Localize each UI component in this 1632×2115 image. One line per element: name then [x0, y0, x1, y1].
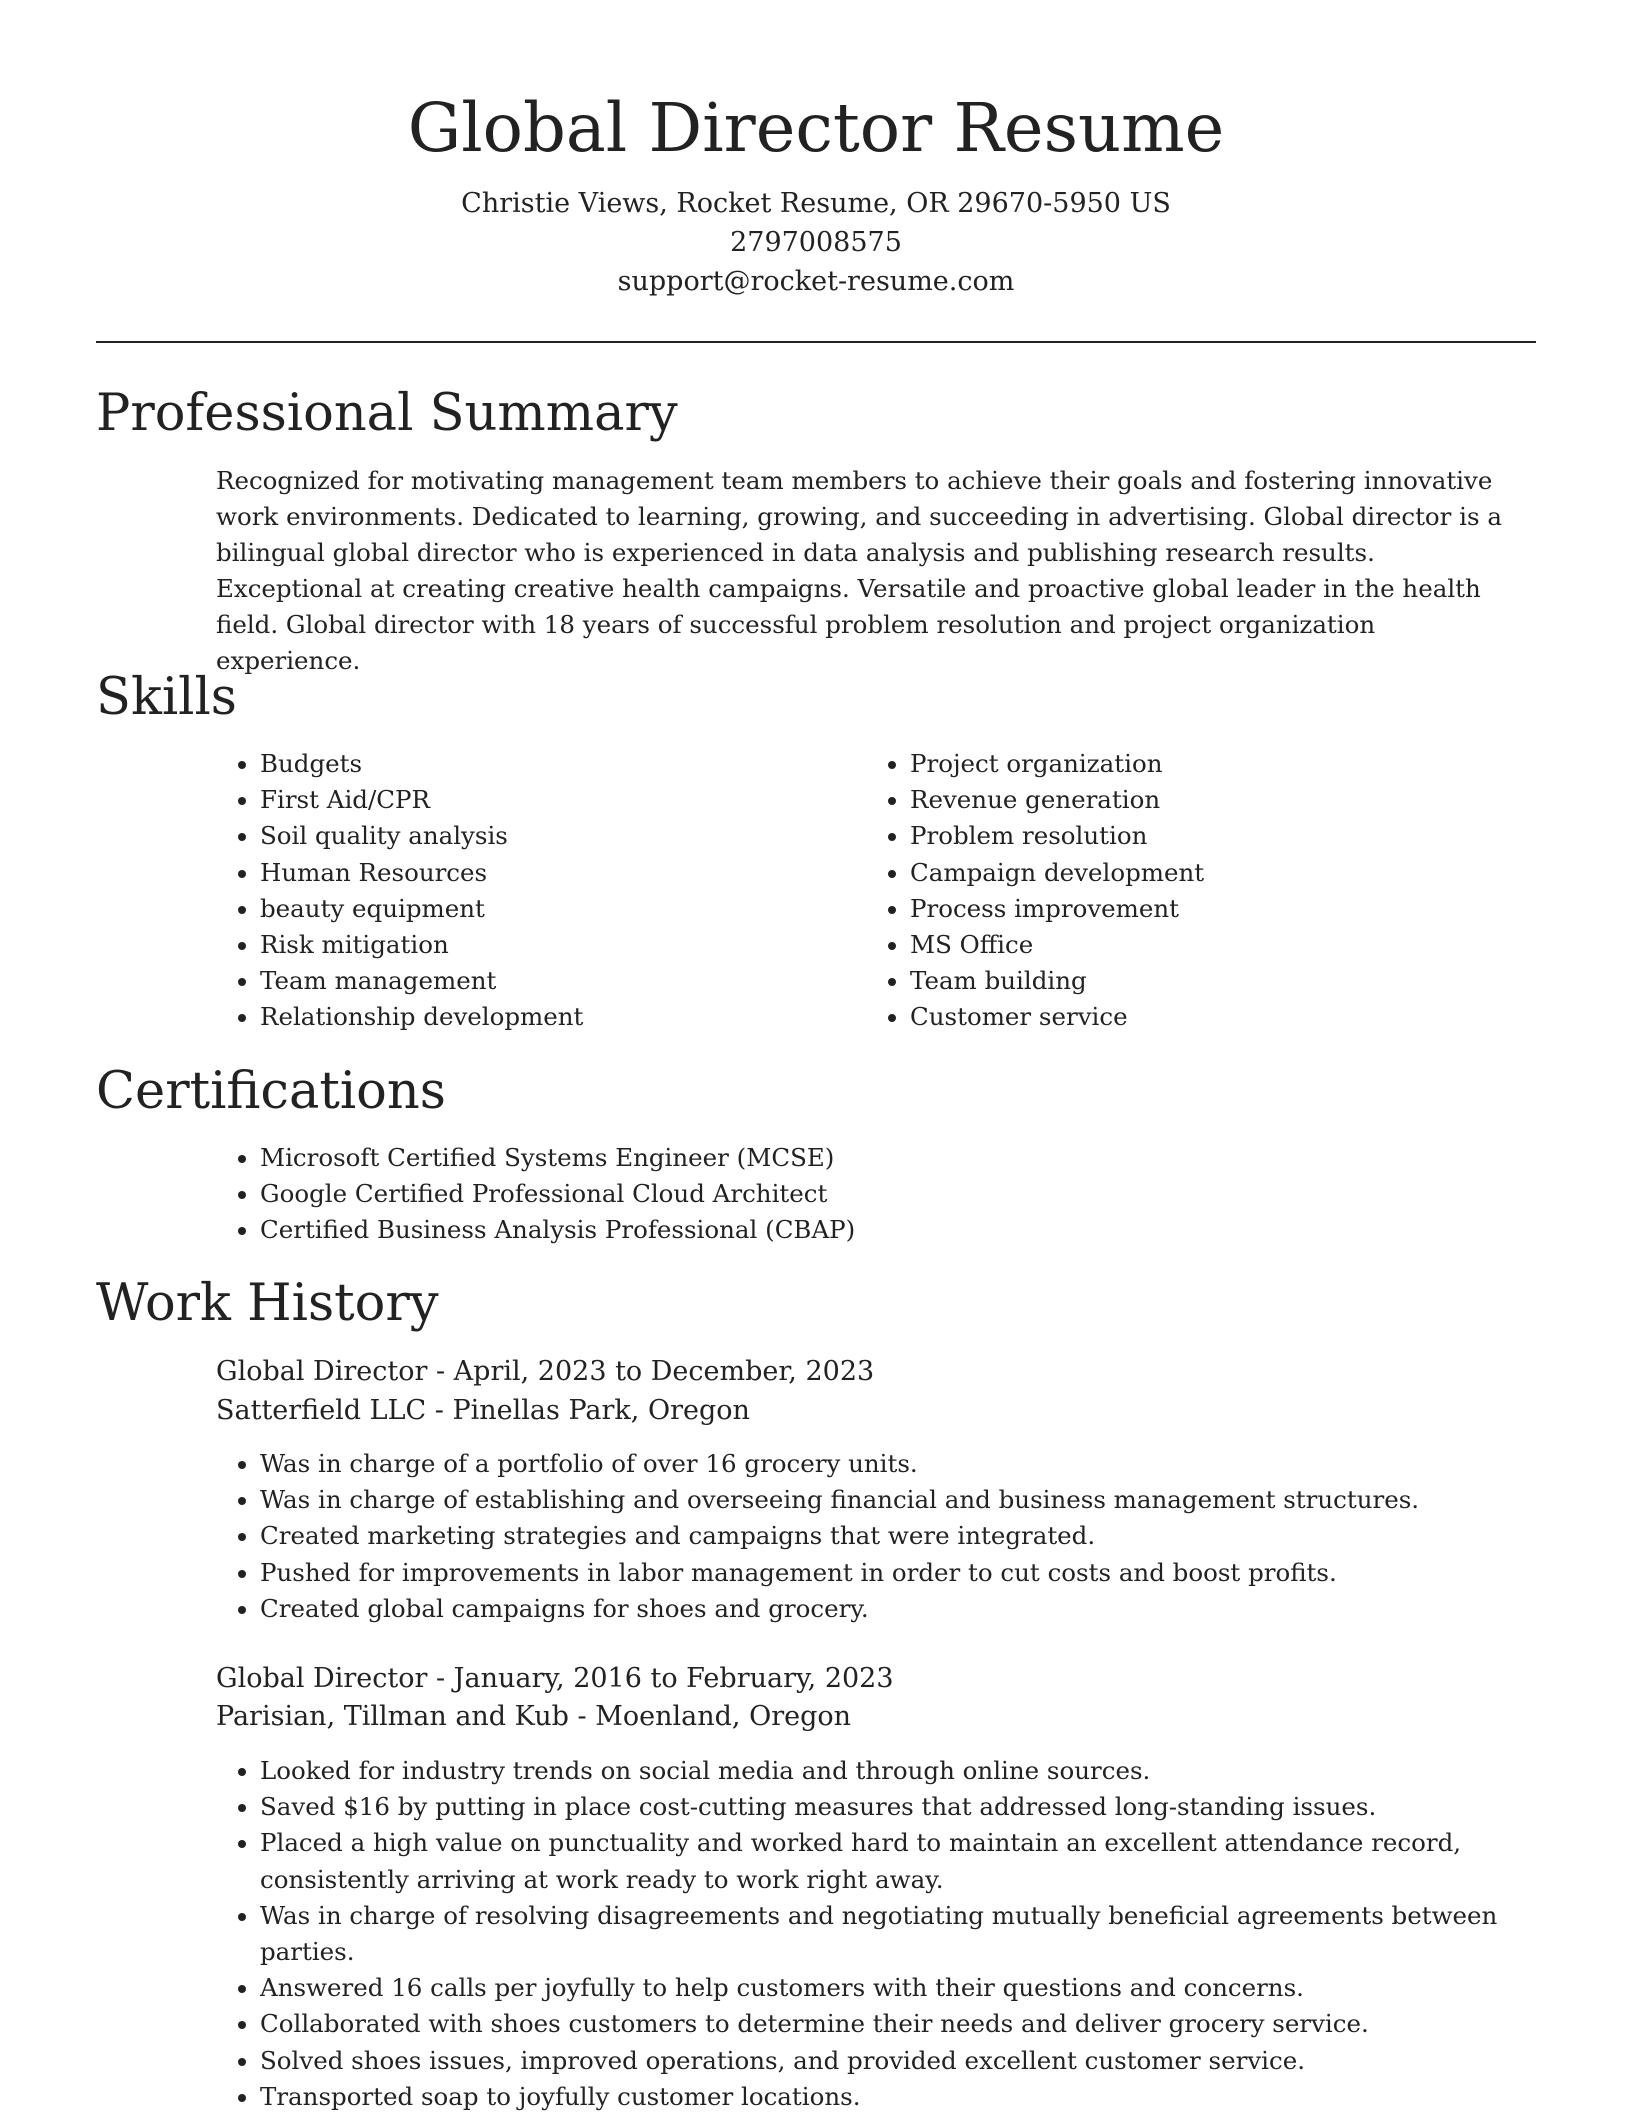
skill-item: • Relationship development [260, 999, 820, 1035]
job-bullet: • Was in charge of establishing and overseeing financial and business management structures. [260, 1482, 1560, 1518]
skill-item: • Revenue generation [910, 782, 1530, 818]
job-company: Satterfield LLC [216, 1395, 427, 1426]
certifications-list [216, 1140, 1560, 1249]
skill-item: • Project organization [910, 746, 1530, 782]
work-history-heading: Work History [96, 1274, 439, 1333]
skills-list-right [866, 746, 1530, 1036]
job-company: Parisian, Tillman and Kub [216, 1701, 569, 1732]
skill-item: • beauty equipment [260, 891, 820, 927]
skill-item: • Team building [910, 963, 1530, 999]
certification-item: • Certified Business Analysis Professional (CBAP) [260, 1212, 1560, 1248]
contact-address: Christie Views, Rocket Resume, OR 29670-5950 US [461, 188, 1171, 219]
job-dates: January, 2016 to February, 2023 [453, 1663, 894, 1694]
job-bullet: • Was in charge of a portfolio of over 16 grocery units. [260, 1446, 1560, 1482]
job-bullet: • Created global campaigns for shoes and grocery. [260, 1591, 1560, 1627]
job-location: Moenland, Oregon [595, 1701, 852, 1732]
skill-item: • Campaign development [910, 855, 1530, 891]
job-bullets [216, 1446, 1560, 1627]
job-bullet: • Looked for industry trends on social media and through online sources. [260, 1753, 1560, 1789]
job-dates: April, 2023 to December, 2023 [453, 1356, 875, 1387]
job-company-line: Parisian, Tillman and Kub - Moenland, Oregon [216, 1701, 852, 1732]
summary-heading: Professional Summary [96, 384, 678, 443]
skill-item: • Problem resolution [910, 818, 1530, 854]
skills-heading: Skills [96, 668, 237, 727]
job-bullet: • Collaborated with shoes customers to determine their needs and deliver grocery service. [260, 2006, 1560, 2042]
job-bullet: • Placed a high value on punctuality and worked hard to maintain an excellent attendance record, consistently arriving at work ready to work right away. [260, 1825, 1560, 1897]
page-title: Global Director Resume [407, 89, 1225, 167]
certifications-heading: Certifications [96, 1062, 446, 1121]
job-bullets [216, 1753, 1560, 2115]
resume-header [96, 80, 1536, 301]
header-divider [96, 341, 1536, 343]
job-company-line: Satterfield LLC - Pinellas Park, Oregon [216, 1395, 750, 1426]
job-title-line: Global Director - April, 2023 to December, 2023 [216, 1356, 875, 1387]
skill-item: • Risk mitigation [260, 927, 820, 963]
job-bullet: • Solved shoes issues, improved operations, and provided excellent customer service. [260, 2043, 1560, 2079]
job-bullet: • Created marketing strategies and campaigns that were integrated. [260, 1518, 1560, 1554]
contact-phone: 2797008575 [730, 227, 902, 258]
summary-text: Recognized for motivating management team members to achieve their goals and fostering innovative work environments. Dedicated to learning, growing, and succeeding in advertising. Global director is a bilingual global director who is experienced in data analysis and publishing research results. Exceptional at creating creative health campaigns. Versatile and proactive global leader in the health field. Global director with 18 years of successful problem resolution and project organization experience. [216, 466, 1502, 675]
certification-item: • Google Certified Professional Cloud Architect [260, 1176, 1560, 1212]
skill-item: • Budgets [260, 746, 820, 782]
job-bullet: • Pushed for improvements in labor management in order to cut costs and boost profits. [260, 1555, 1560, 1591]
job-bullet: • Transported soap to joyfully customer locations. [260, 2079, 1560, 2115]
skill-item: • Customer service [910, 999, 1530, 1035]
job-title: Global Director [216, 1663, 428, 1694]
job-bullet: • Saved $16 by putting in place cost-cutting measures that addressed long-standing issues. [260, 1789, 1560, 1825]
job-title: Global Director [216, 1356, 428, 1387]
skill-item: • Process improvement [910, 891, 1530, 927]
skill-item: • Human Resources [260, 855, 820, 891]
skill-item: • First Aid/CPR [260, 782, 820, 818]
job-bullet: • Answered 16 calls per joyfully to help customers with their questions and concerns. [260, 1970, 1560, 2006]
skill-item: • MS Office [910, 927, 1530, 963]
job-title-line: Global Director - January, 2016 to February, 2023 [216, 1663, 894, 1694]
skills-list-left [216, 746, 820, 1036]
skill-item: • Soil quality analysis [260, 818, 820, 854]
job-bullet: • Was in charge of resolving disagreements and negotiating mutually beneficial agreements between parties. [260, 1898, 1560, 1970]
skill-item: • Team management [260, 963, 820, 999]
contact-email: support@rocket-resume.com [617, 266, 1015, 297]
job-location: Pinellas Park, Oregon [452, 1395, 750, 1426]
certification-item: • Microsoft Certified Systems Engineer (MCSE) [260, 1140, 1560, 1176]
